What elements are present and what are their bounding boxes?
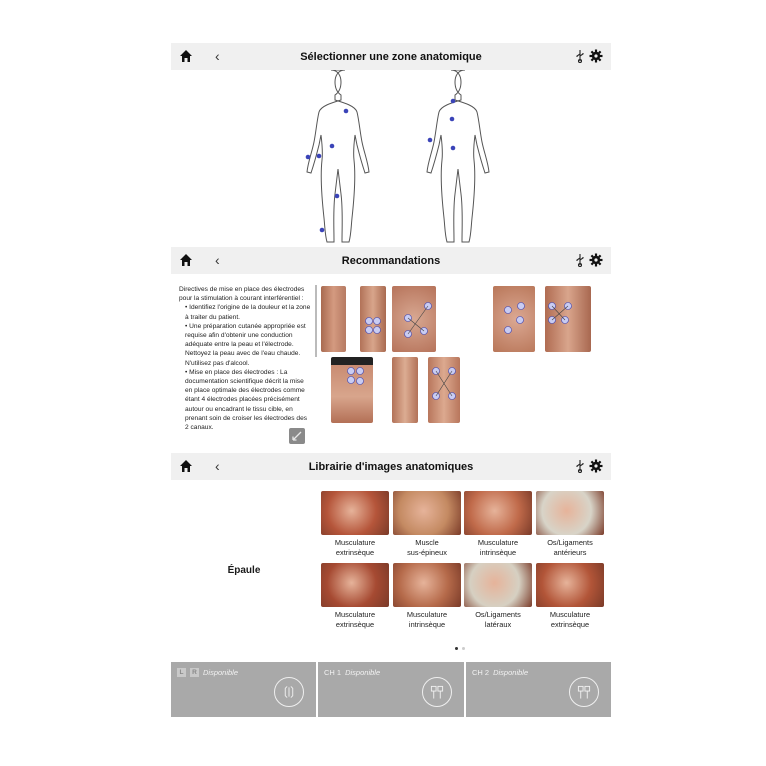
tile-thumbnail xyxy=(393,563,461,607)
electrode-pair-icon xyxy=(423,678,451,706)
library-tile[interactable] xyxy=(393,491,461,559)
right-badge: R xyxy=(190,668,199,677)
channel-button[interactable] xyxy=(569,677,599,707)
tile-thumbnail xyxy=(464,491,532,535)
channel-header xyxy=(472,668,528,677)
gear-icon[interactable] xyxy=(589,459,603,473)
tile-thumbnail xyxy=(321,563,389,607)
reco-paragraph: • Identifiez l'origine de la douleur et la zone à traiter du patient. xyxy=(185,304,311,321)
channel-button[interactable] xyxy=(274,677,304,707)
home-icon[interactable] xyxy=(179,459,193,473)
reco-paragraph: Directives de mise en place des électrodes pour la stimulation à courant interférentiel : xyxy=(179,286,305,303)
page-dot[interactable] xyxy=(462,647,465,650)
section-title: Recommandations xyxy=(341,254,441,267)
tile-caption: Musculature extrinsèque xyxy=(334,538,376,558)
tile-caption: Muscle sus-épineux xyxy=(407,538,447,558)
channel-1[interactable] xyxy=(318,662,464,717)
library-tile[interactable] xyxy=(536,491,604,559)
page-indicator[interactable] xyxy=(455,647,465,650)
back-icon[interactable]: ‹ xyxy=(215,458,220,474)
channel-status: Disponible xyxy=(203,668,239,677)
tile-caption: Musculature intrinsèque xyxy=(406,610,448,630)
channel-stim[interactable] xyxy=(171,662,316,717)
region-label: Épaule xyxy=(227,565,261,576)
library-tile[interactable] xyxy=(321,563,389,631)
back-icon[interactable]: ‹ xyxy=(215,48,220,64)
usb-icon xyxy=(575,459,585,473)
channel-button[interactable] xyxy=(422,677,452,707)
tile-thumbnail xyxy=(536,563,604,607)
library-tile[interactable] xyxy=(393,563,461,631)
library-tile[interactable] xyxy=(464,563,532,631)
left-badge: L xyxy=(177,668,186,677)
channel-header xyxy=(177,668,238,677)
channel-label: CH 1 xyxy=(324,668,342,677)
tile-caption: Musculature extrinsèque xyxy=(334,610,376,630)
back-icon[interactable]: ‹ xyxy=(215,252,220,268)
page-title: Sélectionner une zone anatomique xyxy=(300,50,482,63)
tile-caption: Musculature intrinsèque xyxy=(477,538,519,558)
tile-thumbnail xyxy=(321,491,389,535)
channel-header xyxy=(324,668,380,677)
library-tile[interactable] xyxy=(464,491,532,559)
channel-2[interactable] xyxy=(466,662,611,717)
library-tile[interactable] xyxy=(321,491,389,559)
channel-label: CH 2 xyxy=(472,668,490,677)
section-title: Librairie d'images anatomiques xyxy=(308,460,474,473)
electrode-pair-icon xyxy=(570,678,598,706)
tile-thumbnail xyxy=(464,563,532,607)
library-header xyxy=(171,453,611,480)
tile-thumbnail xyxy=(393,491,461,535)
reco-paragraph: • Mise en place des électrodes : La documentation scientifique décrit la mise en place optimale des électrodes comme étant 4 électrodes placées précisément autour ou encadrant le tissu cible, en prenant soin de croiser les électrodes des 2 canaux. xyxy=(185,368,308,432)
channel-status: Disponible xyxy=(493,668,529,677)
library-tile[interactable] xyxy=(536,563,604,631)
page-dot-active[interactable] xyxy=(455,647,458,650)
tile-caption: Musculature extrinsèque xyxy=(549,610,591,630)
reco-paragraph: • Une préparation cutanée appropriée est requise afin d'obtenir une conduction adéquate entre la peau et l'électrode. Nettoyez la peau avec de l'eau chaude. N'utilisez pas d'alcool. xyxy=(185,322,306,367)
tile-thumbnail xyxy=(536,491,604,535)
tile-caption: Os/Ligaments antérieurs xyxy=(547,538,593,558)
channel-status: Disponible xyxy=(345,668,381,677)
waveform-icon xyxy=(275,678,303,706)
tile-caption: Os/Ligaments latéraux xyxy=(475,610,521,630)
